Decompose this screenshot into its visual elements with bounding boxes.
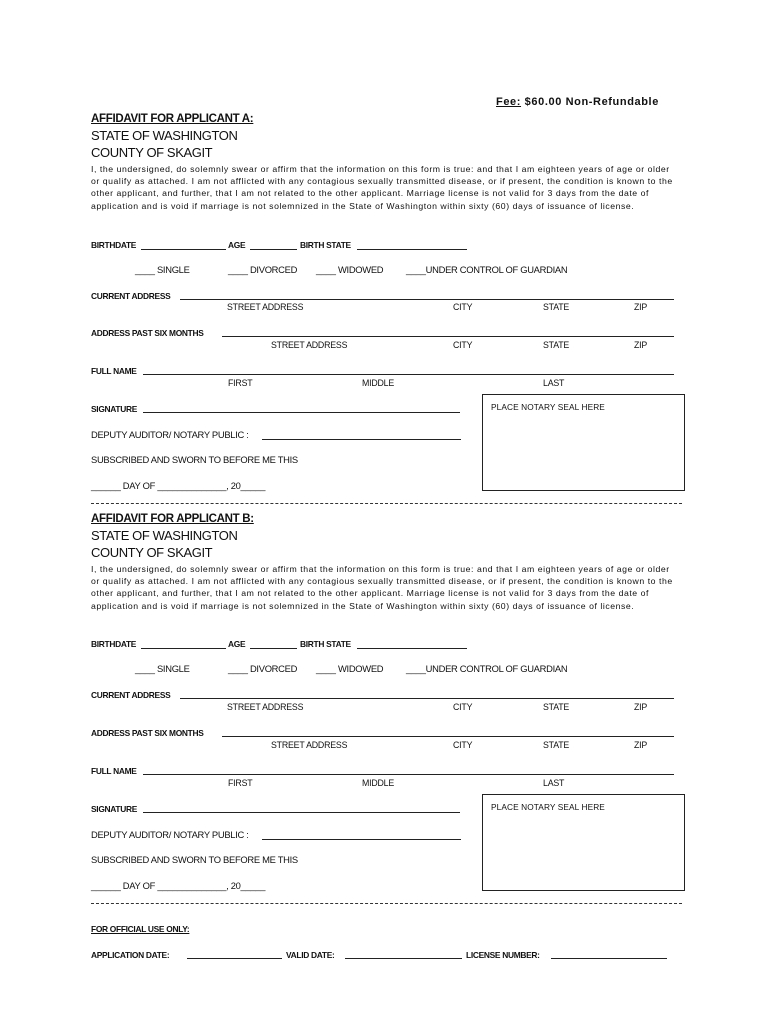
valid-date-label: VALID DATE: <box>286 950 335 960</box>
signature-label: SIGNATURE <box>91 804 137 814</box>
section-b-oath: I, the undersigned, do solemnly swear or affirm that the information on this form is true: and that I am eighteen years of age or older or qualify as attached. I am not afflicted with any contagious sexually transmitted disease, or if present, the condition is known to the other applicant, and further, that I am not related to the other applicant. Marriage license is not valid for 3 days from the date of application and is void if marriage is not solemnized in the State of Washington within sixty (60) days of issuance of license. <box>91 564 673 611</box>
last-caption: LAST <box>543 778 565 788</box>
deputy-field[interactable] <box>262 839 461 840</box>
current-address-label: CURRENT ADDRESS <box>91 690 171 700</box>
section-a-state: STATE OF WASHINGTON <box>91 128 238 143</box>
application-date-label: APPLICATION DATE: <box>91 950 170 960</box>
signature-label: SIGNATURE <box>91 404 137 414</box>
street-address-caption: STREET ADDRESS <box>271 340 348 350</box>
section-a-county: COUNTY OF SKAGIT <box>91 145 213 160</box>
deputy-label: DEPUTY AUDITOR/ NOTARY PUBLIC : <box>91 429 249 440</box>
birth-state-label: BIRTH STATE <box>300 639 351 649</box>
notary-seal-box <box>482 794 685 891</box>
single-option[interactable]: ____ SINGLE <box>135 663 190 674</box>
state-caption: STATE <box>543 340 570 350</box>
valid-date-field[interactable] <box>345 958 462 959</box>
city-caption: CITY <box>453 740 473 750</box>
current-address-label: CURRENT ADDRESS <box>91 291 171 301</box>
full-name-field[interactable] <box>143 774 674 775</box>
birthdate-label: BIRTHDATE <box>91 240 137 250</box>
single-option[interactable]: ____ SINGLE <box>135 264 190 275</box>
zip-caption: ZIP <box>634 340 648 350</box>
fee-value: $60.00 Non-Refundable <box>521 96 659 108</box>
subscribed-text: SUBSCRIBED AND SWORN TO BEFORE ME THIS <box>91 854 298 865</box>
application-date-field[interactable] <box>187 958 282 959</box>
full-name-label: FULL NAME <box>91 366 137 376</box>
license-number-label: LICENSE NUMBER: <box>466 950 540 960</box>
divorced-option[interactable]: ____ DIVORCED <box>228 663 298 674</box>
age-label: AGE <box>228 639 246 649</box>
section-a-title: AFFIDAVIT FOR APPLICANT A: <box>91 113 254 125</box>
address-past-field[interactable] <box>222 736 674 737</box>
city-caption: CITY <box>453 302 473 312</box>
section-divider <box>91 903 682 904</box>
birth-state-field[interactable] <box>357 648 467 649</box>
street-address-caption: STREET ADDRESS <box>227 702 304 712</box>
first-caption: FIRST <box>228 778 253 788</box>
current-address-field[interactable] <box>180 299 674 300</box>
divorced-option[interactable]: ____ DIVORCED <box>228 264 298 275</box>
last-caption: LAST <box>543 378 565 388</box>
deputy-label: DEPUTY AUDITOR/ NOTARY PUBLIC : <box>91 829 249 840</box>
address-past-label: ADDRESS PAST SIX MONTHS <box>91 328 204 338</box>
birthdate-field[interactable] <box>141 648 226 649</box>
middle-caption: MIDDLE <box>362 778 395 788</box>
age-field[interactable] <box>250 648 297 649</box>
section-b-county: COUNTY OF SKAGIT <box>91 545 213 560</box>
license-number-field[interactable] <box>551 958 667 959</box>
middle-caption: MIDDLE <box>362 378 395 388</box>
first-caption: FIRST <box>228 378 253 388</box>
section-a-oath: I, the undersigned, do solemnly swear or affirm that the information on this form is true: and that I am eighteen years of age or older or qualify as attached. I am not afflicted with any contagious sexually transmitted disease, or if present, the condition is known to the other applicant, and further, that I am not related to the other applicant. Marriage license is not valid for 3 days from the date of application and is void if marriage is not solemnized in the State of Washington within sixty (60) days of issuance of license. <box>91 164 673 211</box>
zip-caption: ZIP <box>634 302 648 312</box>
day-of-field[interactable]: ______ DAY OF ______________, 20_____ <box>91 880 266 891</box>
official-use-title: FOR OFFICIAL USE ONLY: <box>91 924 190 934</box>
section-b-title: AFFIDAVIT FOR APPLICANT B: <box>91 513 254 525</box>
birthdate-label: BIRTHDATE <box>91 639 137 649</box>
widowed-option[interactable]: ____ WIDOWED <box>316 663 384 674</box>
section-b-state: STATE OF WASHINGTON <box>91 528 238 543</box>
address-past-field[interactable] <box>222 336 674 337</box>
section-divider <box>91 503 682 504</box>
full-name-label: FULL NAME <box>91 766 137 776</box>
current-address-field[interactable] <box>180 698 674 699</box>
street-address-caption: STREET ADDRESS <box>227 302 304 312</box>
signature-field[interactable] <box>143 812 460 813</box>
notary-seal-text: PLACE NOTARY SEAL HERE <box>491 402 605 412</box>
birthdate-field[interactable] <box>141 249 226 250</box>
state-caption: STATE <box>543 702 570 712</box>
subscribed-text: SUBSCRIBED AND SWORN TO BEFORE ME THIS <box>91 454 298 465</box>
zip-caption: ZIP <box>634 740 648 750</box>
day-of-field[interactable]: ______ DAY OF ______________, 20_____ <box>91 480 266 491</box>
city-caption: CITY <box>453 340 473 350</box>
birth-state-label: BIRTH STATE <box>300 240 351 250</box>
guardian-option[interactable]: ____UNDER CONTROL OF GUARDIAN <box>406 264 568 275</box>
fee-label: Fee: <box>496 96 522 108</box>
birth-state-field[interactable] <box>357 249 467 250</box>
deputy-field[interactable] <box>262 439 461 440</box>
state-caption: STATE <box>543 740 570 750</box>
zip-caption: ZIP <box>634 702 648 712</box>
city-caption: CITY <box>453 702 473 712</box>
street-address-caption: STREET ADDRESS <box>271 740 348 750</box>
state-caption: STATE <box>543 302 570 312</box>
widowed-option[interactable]: ____ WIDOWED <box>316 264 384 275</box>
age-label: AGE <box>228 240 246 250</box>
notary-seal-text: PLACE NOTARY SEAL HERE <box>491 802 605 812</box>
signature-field[interactable] <box>143 412 460 413</box>
full-name-field[interactable] <box>143 374 674 375</box>
fee-notice <box>496 96 659 108</box>
age-field[interactable] <box>250 249 297 250</box>
guardian-option[interactable]: ____UNDER CONTROL OF GUARDIAN <box>406 663 568 674</box>
notary-seal-box <box>482 394 685 491</box>
address-past-label: ADDRESS PAST SIX MONTHS <box>91 728 204 738</box>
